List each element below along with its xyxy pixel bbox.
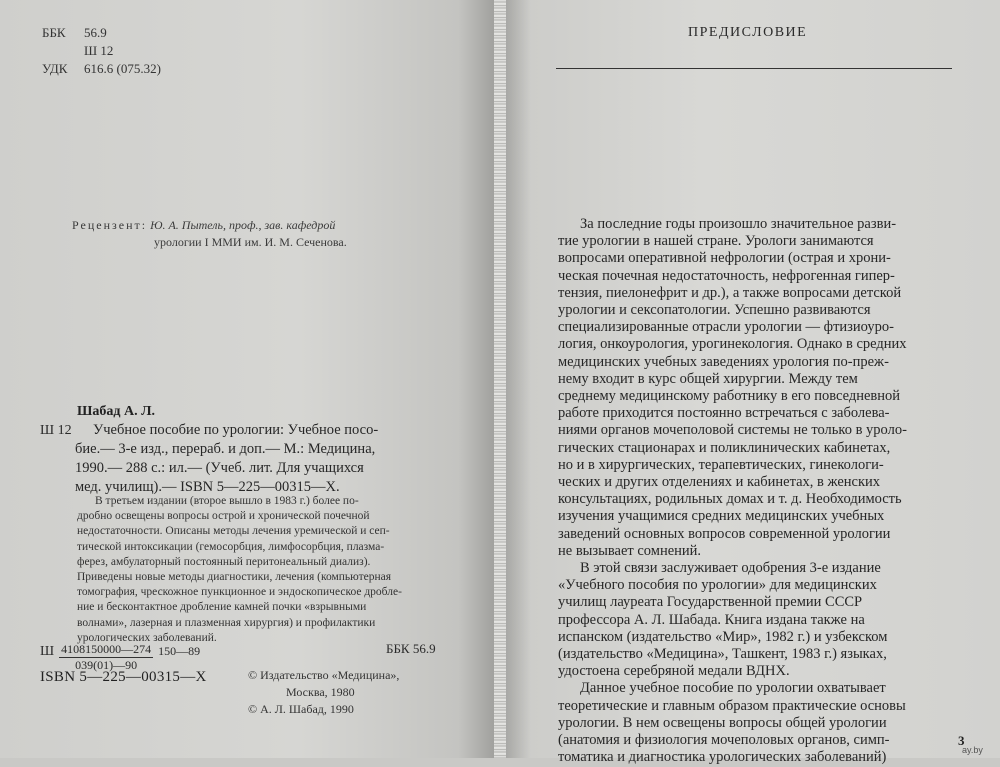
annotation-line: Приведены новые методы диагностики, лечения (компьютерная (77, 571, 392, 584)
body-line: За последние годы произошло значительное разви- (580, 216, 897, 232)
copyright-city-year: Москва, 1980 (286, 685, 355, 699)
catalog-letter: Ш (40, 644, 55, 660)
copyright-publisher: © Издательство «Медицина», (248, 668, 400, 682)
page-number: 3 (958, 733, 965, 748)
annotation-line: волнами», лазерная и плазменная хирургия) и профилактики (77, 616, 376, 629)
classification-block (42, 24, 161, 78)
catalog-bbk: ББК 56.9 (386, 641, 436, 656)
annotation-line: дробно освещены вопросы острой и хронической почечной (77, 510, 370, 523)
catalog-numerator: 4108150000—274 (61, 642, 152, 656)
watermark: ay.by (962, 745, 983, 755)
annotation-line: тической интоксикации (гемосорбция, лимфосорбция, плазма- (77, 540, 385, 553)
body-line: не вызывает сомнений. (558, 542, 702, 559)
body-line: ческая почечная недостаточность, нефрогенная гипер- (558, 267, 895, 284)
biblio-line: 1990.— 288 с.: ил.— (Учеб. лит. Для учащихся (75, 460, 364, 476)
body-line: логия, онкоурология, урогинекология. Однако в средних (558, 336, 907, 353)
body-line: В этой связи заслуживает одобрения 3-е издание (580, 560, 881, 577)
catalog-range: 150—89 (158, 644, 201, 659)
biblio-line: Учебное пособие по урологии: Учебное посо- (93, 422, 379, 438)
classification-bbk: ББК 56.9 (42, 25, 107, 40)
body-line: среднему медицинскому работнику в его повседневной (558, 388, 901, 405)
author-code: Ш 12 (40, 423, 72, 438)
biblio-line: мед. училищ).— ISBN 5—225—00315—X. (75, 479, 340, 495)
body-line: училищ лауреата Государственной премии СССР (558, 594, 863, 611)
body-line: томатика и диагностика урологических заболеваний) (558, 749, 887, 766)
body-line: (анатомия и физиология мочеполовых органов, симп- (558, 732, 890, 749)
annotation-line: ние и бесконтактное дробление камней почки «взрывными (77, 601, 367, 614)
body-line: но и в хирургических, терапевтических, гинекологи- (558, 456, 884, 473)
body-line: нему входит в курс общей хирургии. Между тем (558, 370, 858, 387)
body-line: медицинских учебных заведениях урология по-преж- (558, 353, 889, 370)
body-line: ческих и других отделениях и кабинетах, в женских (558, 474, 881, 491)
isbn: ISBN 5—225—00315—X (40, 669, 207, 685)
reviewer-name: Ю. А. Пытель, проф., зав. кафедрой (150, 218, 336, 232)
body-line: урологии. В нем освещены вопросы общей урологии (558, 714, 887, 731)
bibliographic-description (75, 421, 445, 497)
heading-rule (556, 68, 952, 69)
left-page (0, 0, 498, 758)
annotation-line: ферез, амбулаторный постоянный перитонеальный диализ). (77, 555, 371, 568)
annotation-line: томография, чрескожное пункционное и эндоскопическое дробле- (77, 586, 402, 599)
body-line: (издательство «Медицина», Ташкент, 1983 г.) языках, (558, 646, 887, 663)
biblio-line: бие.— 3-е изд., перераб. и доп.— М.: Медицина, (75, 441, 376, 457)
reviewer-affiliation: урологии I ММИ им. И. М. Сеченова. (154, 235, 347, 249)
body-line: работе приходится постоянно встречаться с заболева- (558, 405, 890, 422)
body-line: тие урологии в нашей стране. Урологи занимаются (558, 233, 874, 250)
annotation-line: недостаточности. Описаны методы лечения уремической и сеп- (77, 525, 390, 538)
body-line: изучения учащимися средних медицинских учебных (558, 508, 885, 525)
body-line: урологии и сексопатологии. Успешно развиваются (558, 302, 871, 319)
copyright-author: © А. Л. Шабад, 1990 (248, 702, 354, 716)
body-line: Данное учебное пособие по урологии охватывает (580, 680, 886, 697)
preface-body (558, 216, 907, 767)
body-line: теоретические и главным образом практические основы (558, 697, 906, 714)
classification-sh: Ш 12 (84, 43, 114, 58)
annotation-line: урологических заболеваний. (77, 631, 217, 644)
body-line: ниями органов мочеполовой системы не только в уроло- (558, 422, 907, 439)
body-line: испанском (издательство «Мир», 1982 г.) и узбекском (558, 628, 888, 645)
body-line: удостоена серебряной медали ВДНХ. (558, 663, 790, 680)
body-line: гических стационарах и поликлинических кабинетах, (558, 439, 891, 456)
reviewer-label: Рецензент: (72, 218, 148, 232)
reviewer-block (72, 217, 347, 251)
annotation (77, 494, 402, 646)
body-line: вопросами оперативной нефрологии (острая и хрони- (558, 250, 891, 267)
body-line: заведений основных вопросов современной урологии (558, 525, 891, 542)
book-author: Шабад А. Л. (77, 404, 155, 419)
body-line: консультациях, родильных домах и т. д. Необходимость (558, 491, 902, 508)
body-line: специализированные отрасли урологии — фтизиоуро- (558, 319, 894, 336)
chapter-heading: ПРЕДИСЛОВИЕ (688, 25, 808, 40)
body-line: профессора А. Л. Шабада. Книга издана также на (558, 611, 865, 628)
body-line: тензия, пиелонефрит и др.), а также вопросами детской (558, 284, 902, 301)
body-line: «Учебного пособия по урологии» для медицинских (558, 577, 877, 594)
annotation-line: В третьем издании (второе вышло в 1983 г.) более по- (95, 495, 359, 507)
classification-udk: УДК 616.6 (075.32) (42, 61, 161, 76)
catalog-denominator: 039(01)—90 (75, 658, 138, 672)
copyright-block (248, 667, 399, 718)
